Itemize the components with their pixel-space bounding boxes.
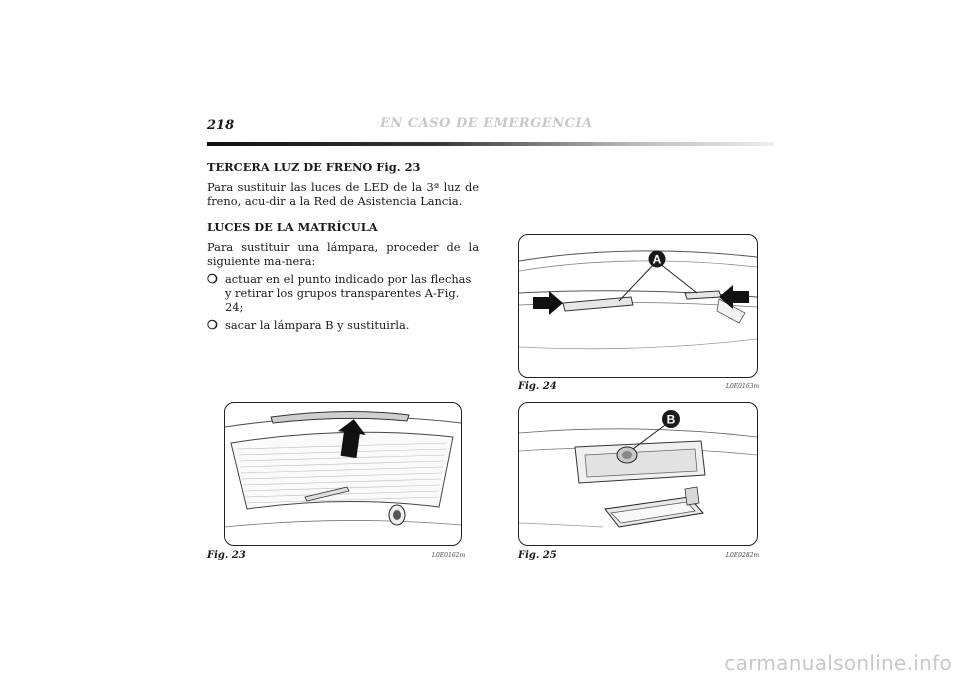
- figure-25-caption: Fig. 25: [518, 550, 557, 561]
- figure-23-code: L0E0162m: [432, 552, 466, 559]
- callout-label-a: A: [652, 252, 662, 267]
- list-item-text: actuar en el punto indicado por las flechas y retirar los grupos transparentes A-Fig. 24;: [225, 272, 472, 314]
- watermark: carmanualsonline.info: [724, 651, 952, 675]
- callout-label-b: B: [666, 412, 676, 427]
- running-title: EN CASO DE EMERGENCIA: [380, 116, 593, 131]
- bullet-icon: ❍: [207, 318, 218, 332]
- figure-23-caption: Fig. 23: [207, 550, 246, 561]
- text-column: [207, 160, 479, 336]
- list-item: [207, 272, 479, 314]
- paragraph-plate-lights-intro: Para sustituir una lámpara, proceder de la siguiente ma-nera:: [207, 240, 479, 268]
- figure-24-code: L0E0163m: [726, 383, 760, 390]
- section-heading-brake-light: TERCERA LUZ DE FRENO Fig. 23: [207, 160, 421, 174]
- figure-24-illustration: [518, 234, 758, 378]
- section-heading-plate-lights: LUCES DE LA MATRÍCULA: [207, 220, 378, 234]
- list-item: [207, 318, 479, 332]
- list-item-text: sacar la lámpara B y sustituirla.: [225, 318, 410, 332]
- bullet-icon: ❍: [207, 272, 218, 286]
- figure-25-illustration: [518, 402, 758, 546]
- page-number: 218: [207, 118, 235, 133]
- figure-25-code: L0E0282m: [726, 552, 760, 559]
- header-rule: [207, 142, 774, 146]
- instruction-list: [207, 272, 479, 332]
- paragraph-brake-light: Para sustituir las luces de LED de la 3ª luz de freno, acu-dir a la Red de Asistencia Lancia.: [207, 180, 479, 208]
- figure-24-caption: Fig. 24: [518, 381, 557, 392]
- figure-23-illustration: [224, 402, 462, 546]
